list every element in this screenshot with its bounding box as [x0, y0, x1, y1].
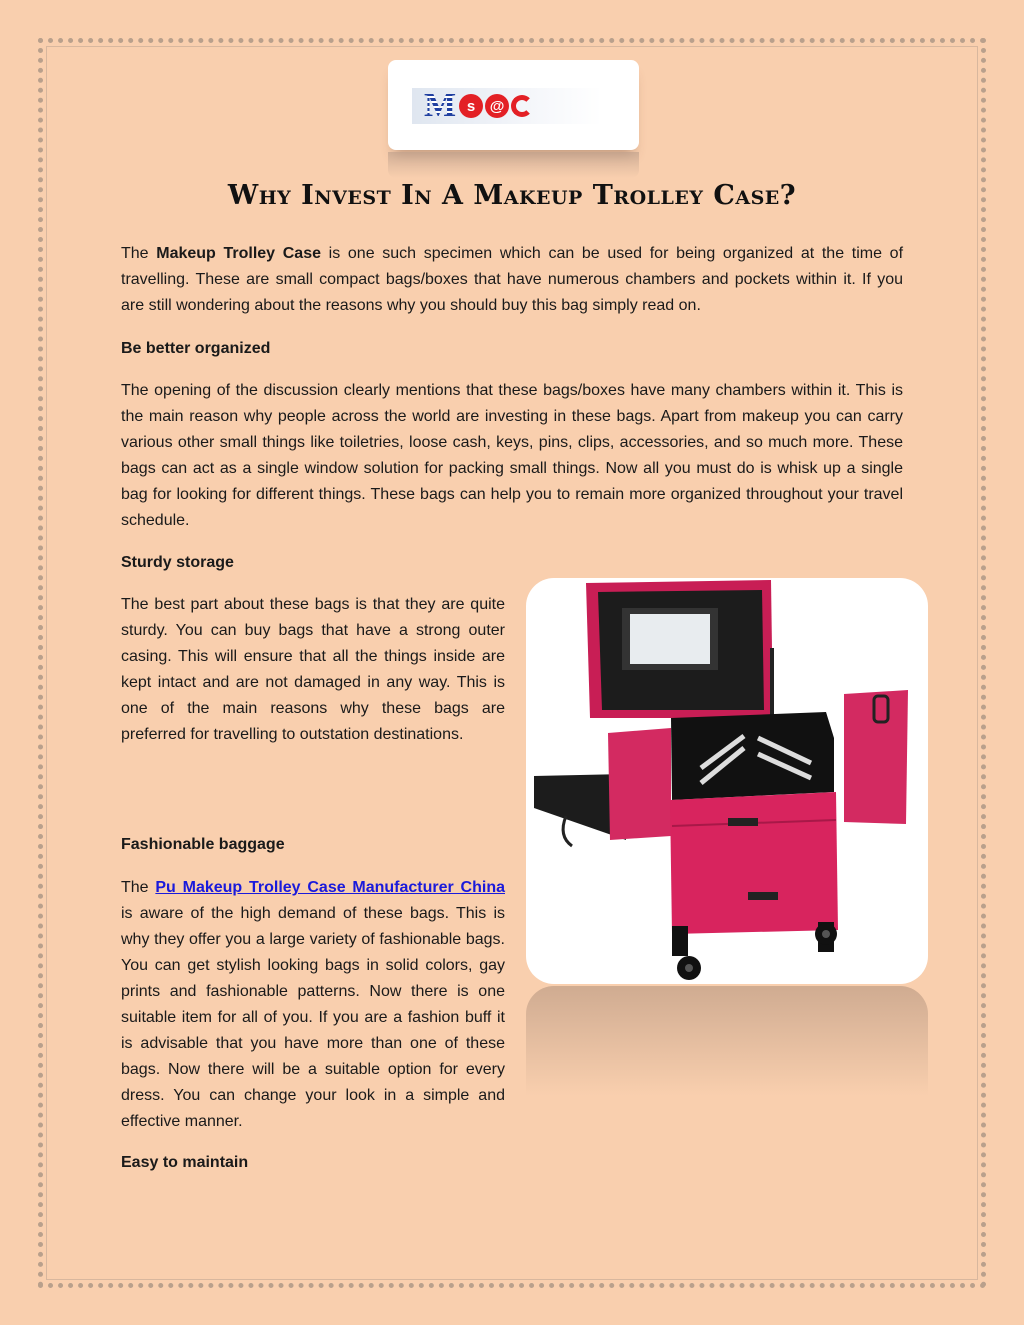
- fashion-body: is aware of the high demand of these bags. This is why they offer you a large variety of fashionable bags. You can get stylish looking bags in solid colors, gay prints and fashionable patterns. Now there is one suitable item for all of you. If you are a fashion buff it is advisable that you have more than one of these bags. Now there will be a suitable option for every dress. You can change your look in a simple and effective manner.: [121, 905, 505, 1130]
- intro-paragraph: [121, 241, 903, 319]
- fashion-prefix: The: [121, 879, 156, 896]
- company-logo: [412, 88, 602, 124]
- manufacturer-link[interactable]: Pu Makeup Trolley Case Manufacturer China: [155, 879, 505, 896]
- mirror: [630, 614, 710, 664]
- heading-organized: Be better organized: [121, 340, 271, 357]
- sturdy-paragraph: The best part about these bags is that they are quite sturdy. You can buy bags that have a strong outer casing. This will ensure that all the things inside are kept intact and are not damaged in any way. This is one of the main reasons why these bags are preferred for travelling to outstation destinations.: [121, 596, 505, 743]
- fashion-paragraph: [121, 875, 505, 1135]
- heading-fashion: Fashionable baggage: [121, 836, 285, 853]
- makeup-trolley-case-image: [526, 578, 928, 984]
- intro-product-name: Makeup Trolley Case: [156, 245, 321, 262]
- intro-prefix: The: [121, 245, 157, 262]
- logo-letter-a: @: [485, 94, 509, 118]
- photo-reflection: [526, 986, 928, 1096]
- logo-letter-s: s: [459, 94, 483, 118]
- heading-sturdy: Sturdy storage: [121, 554, 234, 571]
- case-body: [670, 792, 838, 934]
- logo-letter-m: M: [424, 87, 458, 124]
- right-door: [844, 690, 908, 824]
- left-door: [608, 728, 671, 840]
- heading-maintain: Easy to maintain: [121, 1154, 249, 1171]
- intro-body: is one such specimen which can be used for being organized at the time of travelling. These are small compact bags/boxes that have numerous chambers and pockets within it. If you are still wondering about the reasons why you should buy this bag simply read on.: [121, 245, 904, 314]
- page-title: Why Invest In A Makeup Trolley Case?: [227, 180, 797, 211]
- logo-letter-c-icon: [511, 95, 533, 117]
- organized-paragraph: The opening of the discussion clearly mentions that these bags/boxes have many chambers within it. This is the main reason why people across the world are investing in these bags. Apart from makeup you can carry various other small things like toiletries, loose cash, keys, pins, clips, accessories, and so much more. These bags can act as a single window solution for packing small things. Now all you must do is whisk up a single bag for looking for different things. These bags can help you to remain more organized throughout your travel schedule.: [121, 382, 903, 529]
- logo-reflection: [388, 152, 639, 178]
- logo-card: [388, 60, 639, 150]
- cantilever-trays: [671, 712, 834, 800]
- trolley-case-photo: [526, 578, 928, 984]
